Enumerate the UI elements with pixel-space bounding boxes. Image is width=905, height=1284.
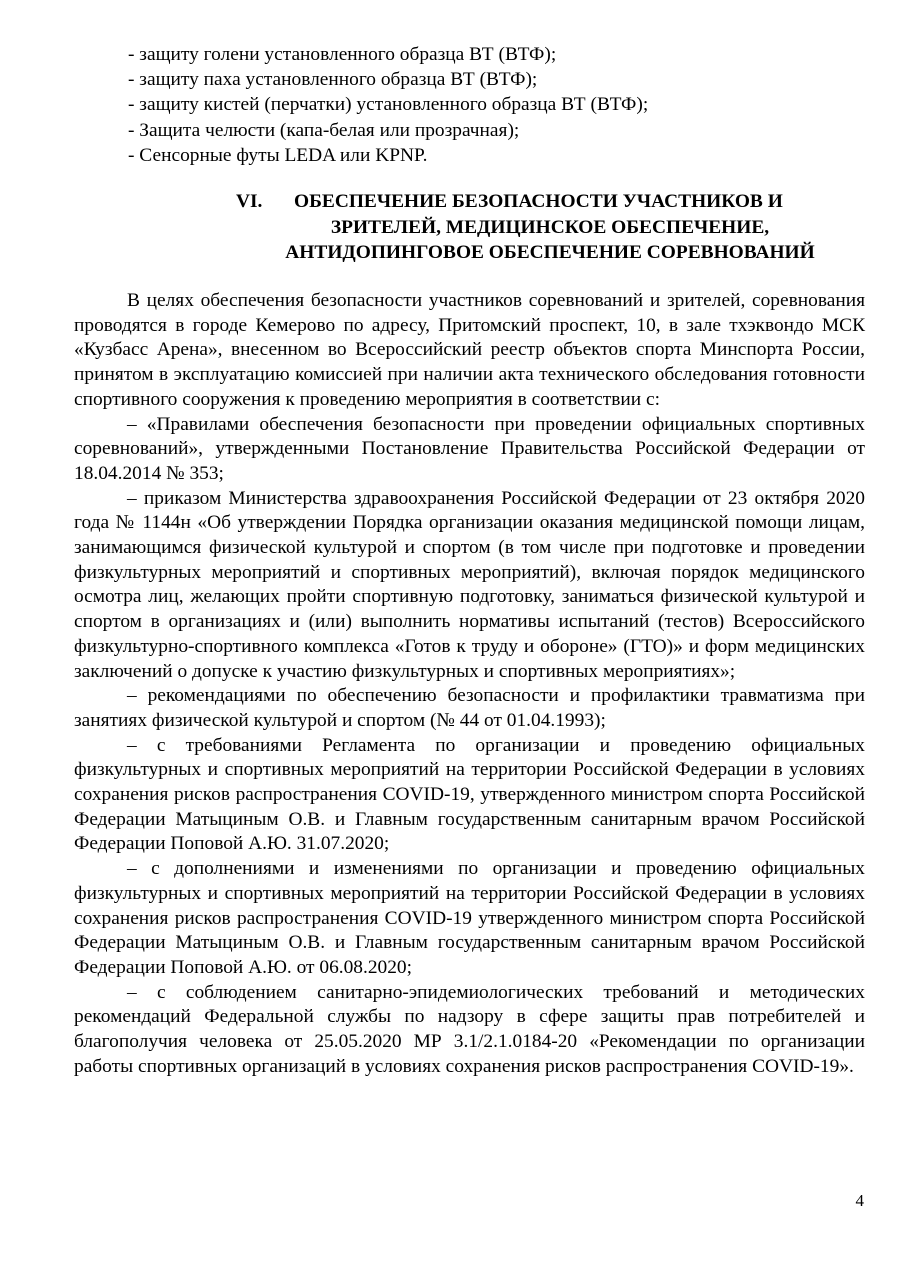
paragraph-health-ministry-order: – приказом Министерства здравоохранения Российской Федерации от 23 октября 2020 года № 1144н «Об утверждении Порядка организации оказания медицинской помощи лицам, занимающимся физической культурой и спортом (в том числе при подготовке и проведении физкультурных мероприятий и спортивных мероприятий), включая порядок медицинского осмотра лиц, желающих пройти спортивную подготовку, заниматься физической культурой и спортом в организациях и (или) выполнить нормативы испытаний (тестов) Всероссийского физкультурно-спортивного комплекса «Готов к труду и обороне» (ГТО)» и форм медицинских заключений о допуске к участию физкультурных и спортивных мероприятиях»; <box>74 487 865 682</box>
equipment-item-mouthguard: - Защита челюсти (капа-белая или прозрачная); <box>128 119 520 141</box>
section-title-line-1: ОБЕСПЕЧЕНИЕ БЕЗОПАСНОСТИ УЧАСТНИКОВ И <box>294 191 783 212</box>
paragraph-covid-amendments: – с дополнениями и изменениями по организации и проведению официальных физкультурных и спортивных мероприятий на территории Российской Федерации в условиях сохранения рисков распространения COVID-19 утвержденного министром спорта Российской Федерации Матыциным О.В. и Главным государственным санитарным врачом Российской Федерации Поповой А.Ю. от 06.08.2020; <box>74 858 865 978</box>
section-title-line-3: АНТИДОПИНГОВОЕ ОБЕСПЕЧЕНИЕ СОРЕВНОВАНИЙ <box>285 242 815 263</box>
section-number: VI. <box>236 191 263 212</box>
section-title-line-2: ЗРИТЕЛЕЙ, МЕДИЦИНСКОЕ ОБЕСПЕЧЕНИЕ, <box>330 216 770 238</box>
section-body <box>74 289 865 1080</box>
paragraph-covid-regulation: – с требованиями Регламента по организации и проведению официальных физкультурных и спортивных мероприятий на территории Российской Федерации в условиях сохранения рисков распространения COVID-19, утвержденного министром спорта Российской Федерации Матыциным О.В. и Главным государственным санитарным врачом Российской Федерации Поповой А.Ю. 31.07.2020; <box>74 734 865 855</box>
paragraph-intro: В целях обеспечения безопасности участников соревнований и зрителей, соревнования проводятся в городе Кемерово по адресу, Притомский проспект, 10, в зале тхэквондо МСК «Кузбасс Арена», внесенном во Всероссийский реестр объектов спорта Минспорта России, принятом в эксплуатацию комиссией при наличии акта технического обследования готовности спортивного сооружения к проведению мероприятия в соответствии с: <box>74 290 865 410</box>
equipment-item-gloves: - защиту кистей (перчатки) установленного образца ВТ (ВТФ); <box>128 94 649 116</box>
section-heading-line-1 <box>180 189 905 215</box>
equipment-item-groin-guard: - защиту паха установленного образца ВТ (ВТФ); <box>128 69 538 91</box>
equipment-item-sensor-socks: - Сенсорные футы LEDA или KPNP. <box>128 144 428 166</box>
paragraph-sanitary-requirements: – с соблюдением санитарно-эпидемиологических требований и методических рекомендаций Федеральной службы по надзору в сфере защиты прав потребителей и благополучия человека от 25.05.2020 МР 3.1/2.1.0184-20 «Рекомендации по организации работы спортивных организаций в условиях сохранения рисков распространения COVID-19». <box>74 981 865 1077</box>
equipment-item-shin-guard: - защиту голени установленного образца ВТ (ВТФ); <box>128 44 557 65</box>
equipment-list <box>128 42 648 168</box>
section-heading <box>180 189 905 266</box>
page-number: 4 <box>855 1191 864 1210</box>
paragraph-safety-rules: – «Правилами обеспечения безопасности при проведении официальных спортивных соревнований», утвержденными Постановление Правительства Российской Федерации от 18.04.2014 № 353; <box>74 413 865 484</box>
paragraph-injury-prevention: – рекомендациями по обеспечению безопасности и профилактики травматизма при занятиях физической культурой и спортом (№ 44 от 01.04.1993); <box>74 685 865 731</box>
